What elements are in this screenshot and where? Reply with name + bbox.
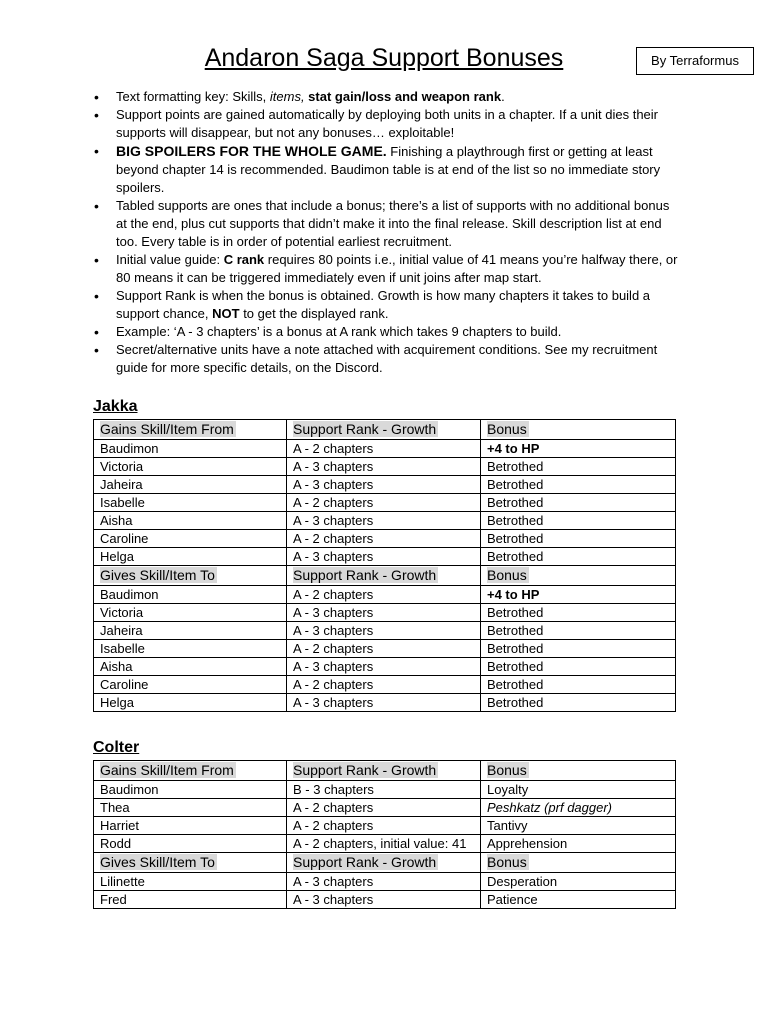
table-cell: Betrothed [481,604,676,622]
note-italic: items, [269,89,305,104]
table-cell: Betrothed [481,476,676,494]
table-header-row [94,761,676,781]
table-cell: Helga [94,548,287,566]
table-cell: A - 2 chapters [287,676,481,694]
note-support-points: • Support points are gained automatically by deploying both units in a chapter. If a unit dies their supports will disappear, but not any bonuses… exploitable! [98,106,680,142]
table-cell: Caroline [94,676,287,694]
table-header-row [94,566,676,586]
table-cell: Harriet [94,817,287,835]
note-example: • Example: ‘A - 3 chapters’ is a bonus at A rank which takes 9 chapters to build. [98,323,680,341]
table-cell: Helga [94,694,287,712]
table-cell: Betrothed [481,512,676,530]
table-cell: Jaheira [94,476,287,494]
column-header [94,420,287,440]
table-cell: A - 2 chapters [287,530,481,548]
table-row [94,586,676,604]
note-text: . [501,89,505,104]
column-header-label: Bonus [487,854,527,870]
note-initial-value [98,251,680,287]
table-row [94,440,676,458]
column-header-label: Gains Skill/Item From [100,421,234,437]
section-heading: Jakka [93,398,138,415]
table-cell: Thea [94,799,287,817]
table-cell: Fred [94,891,287,909]
table-row [94,676,676,694]
table-cell: Caroline [94,530,287,548]
table-row [94,781,676,799]
table-row [94,494,676,512]
table-cell: A - 3 chapters [287,512,481,530]
table-cell: Betrothed [481,658,676,676]
table-cell: A - 3 chapters [287,476,481,494]
table-cell: Aisha [94,658,287,676]
column-header [94,761,287,781]
table-row [94,476,676,494]
table-row [94,458,676,476]
column-header-label: Support Rank - Growth [293,421,437,437]
table-cell: A - 2 chapters, initial value: 41 [287,835,481,853]
table-row [94,799,676,817]
table-row [94,604,676,622]
table-cell: A - 2 chapters [287,494,481,512]
note-text: Support Rank is when the bonus is obtained. Growth is how many chapters it takes to build a support chance, [116,288,651,321]
section-colter [93,739,675,909]
table-cell: Betrothed [481,640,676,658]
table-cell: A - 2 chapters [287,817,481,835]
table-cell: Patience [481,891,676,909]
column-header [287,420,481,440]
table-row [94,817,676,835]
table-cell: A - 3 chapters [287,548,481,566]
column-header-label: Gains Skill/Item From [100,762,234,778]
column-header-label: Bonus [487,421,527,437]
note-bold: C rank [223,252,265,267]
table-cell: Apprehension [481,835,676,853]
column-header-label: Support Rank - Growth [293,567,437,583]
table-cell: Rodd [94,835,287,853]
table-row [94,512,676,530]
table-cell: Betrothed [481,548,676,566]
column-header [481,566,676,586]
column-header-label: Gives Skill/Item To [100,854,215,870]
table-cell: A - 2 chapters [287,586,481,604]
table-row [94,891,676,909]
support-table [93,419,676,712]
table-cell: B - 3 chapters [287,781,481,799]
note-bold: NOT [212,306,240,321]
note-bold: stat gain/loss and weapon rank [304,89,502,104]
table-cell: Betrothed [481,494,676,512]
column-header [94,853,287,873]
note-tabled-supports: • Tabled supports are ones that include a bonus; there’s a list of supports with no additional bonus at the end, plus cut supports that didn’t make it into the final release. Skill description list at end too. Every table is in order of potential earliest recruitment. [98,197,680,251]
table-cell: A - 3 chapters [287,658,481,676]
table-row [94,658,676,676]
note-text: to get the displayed rank. [239,306,389,321]
note-secret-units: • Secret/alternative units have a note attached with acquirement conditions. See my recruitment guide for more specific details, on the Discord. [98,341,680,377]
table-cell: A - 3 chapters [287,873,481,891]
table-row [94,694,676,712]
table-cell: Aisha [94,512,287,530]
column-header [287,761,481,781]
table-cell: Betrothed [481,622,676,640]
table-cell: Peshkatz (prf dagger) [481,799,676,817]
table-cell: Baudimon [94,586,287,604]
table-cell: A - 2 chapters [287,799,481,817]
column-header-label: Gives Skill/Item To [100,567,215,583]
support-table [93,760,676,909]
column-header [287,853,481,873]
table-cell: A - 2 chapters [287,640,481,658]
table-cell: A - 3 chapters [287,622,481,640]
table-cell: Isabelle [94,640,287,658]
column-header [287,566,481,586]
note-text: requires 80 points i.e., initial value of 41 means you’re halfway there, or 80 means it can be triggered immediately even if unit joins after map start. [116,252,678,285]
column-header [481,853,676,873]
table-cell: Betrothed [481,694,676,712]
table-cell: A - 3 chapters [287,604,481,622]
table-cell: Baudimon [94,781,287,799]
table-cell: Desperation [481,873,676,891]
table-row [94,873,676,891]
table-cell: Loyalty [481,781,676,799]
note-text: Text formatting key: Skills, [116,89,270,104]
table-cell: Betrothed [481,530,676,548]
table-cell: +4 to HP [481,440,676,458]
table-row [94,640,676,658]
table-cell: Lilinette [94,873,287,891]
column-header [94,566,287,586]
note-text: Finishing a playthrough first or getting at least beyond chapter 14 is recommended. Baudimon table is at end of the list so no immediate story spoilers. [116,144,661,195]
table-cell: Isabelle [94,494,287,512]
table-cell: Baudimon [94,440,287,458]
table-row [94,548,676,566]
notes-list [98,88,680,377]
table-row [94,835,676,853]
table-row [94,530,676,548]
table-cell: A - 3 chapters [287,694,481,712]
table-header-row [94,853,676,873]
table-cell: Tantivy [481,817,676,835]
column-header-label: Bonus [487,567,527,583]
note-bold: BIG SPOILERS FOR THE WHOLE GAME. [116,143,387,159]
note-formatting-key [98,88,680,106]
column-header-label: Support Rank - Growth [293,762,437,778]
table-cell: Betrothed [481,458,676,476]
table-cell: +4 to HP [481,586,676,604]
column-header [481,420,676,440]
table-cell: Betrothed [481,676,676,694]
section-jakka [93,398,675,712]
table-cell: A - 3 chapters [287,891,481,909]
note-spoilers [98,142,680,197]
table-row [94,622,676,640]
page-title: Andaron Saga Support Bonuses [204,44,564,72]
column-header-label: Bonus [487,762,527,778]
table-cell: Jaheira [94,622,287,640]
table-cell: A - 3 chapters [287,458,481,476]
table-header-row [94,420,676,440]
section-heading: Colter [93,739,140,756]
column-header [481,761,676,781]
table-cell: Victoria [94,458,287,476]
note-support-rank [98,287,680,323]
note-text: Initial value guide: [116,252,224,267]
table-cell: Victoria [94,604,287,622]
table-cell: A - 2 chapters [287,440,481,458]
column-header-label: Support Rank - Growth [293,854,437,870]
author-box: By Terraformus [636,47,754,75]
